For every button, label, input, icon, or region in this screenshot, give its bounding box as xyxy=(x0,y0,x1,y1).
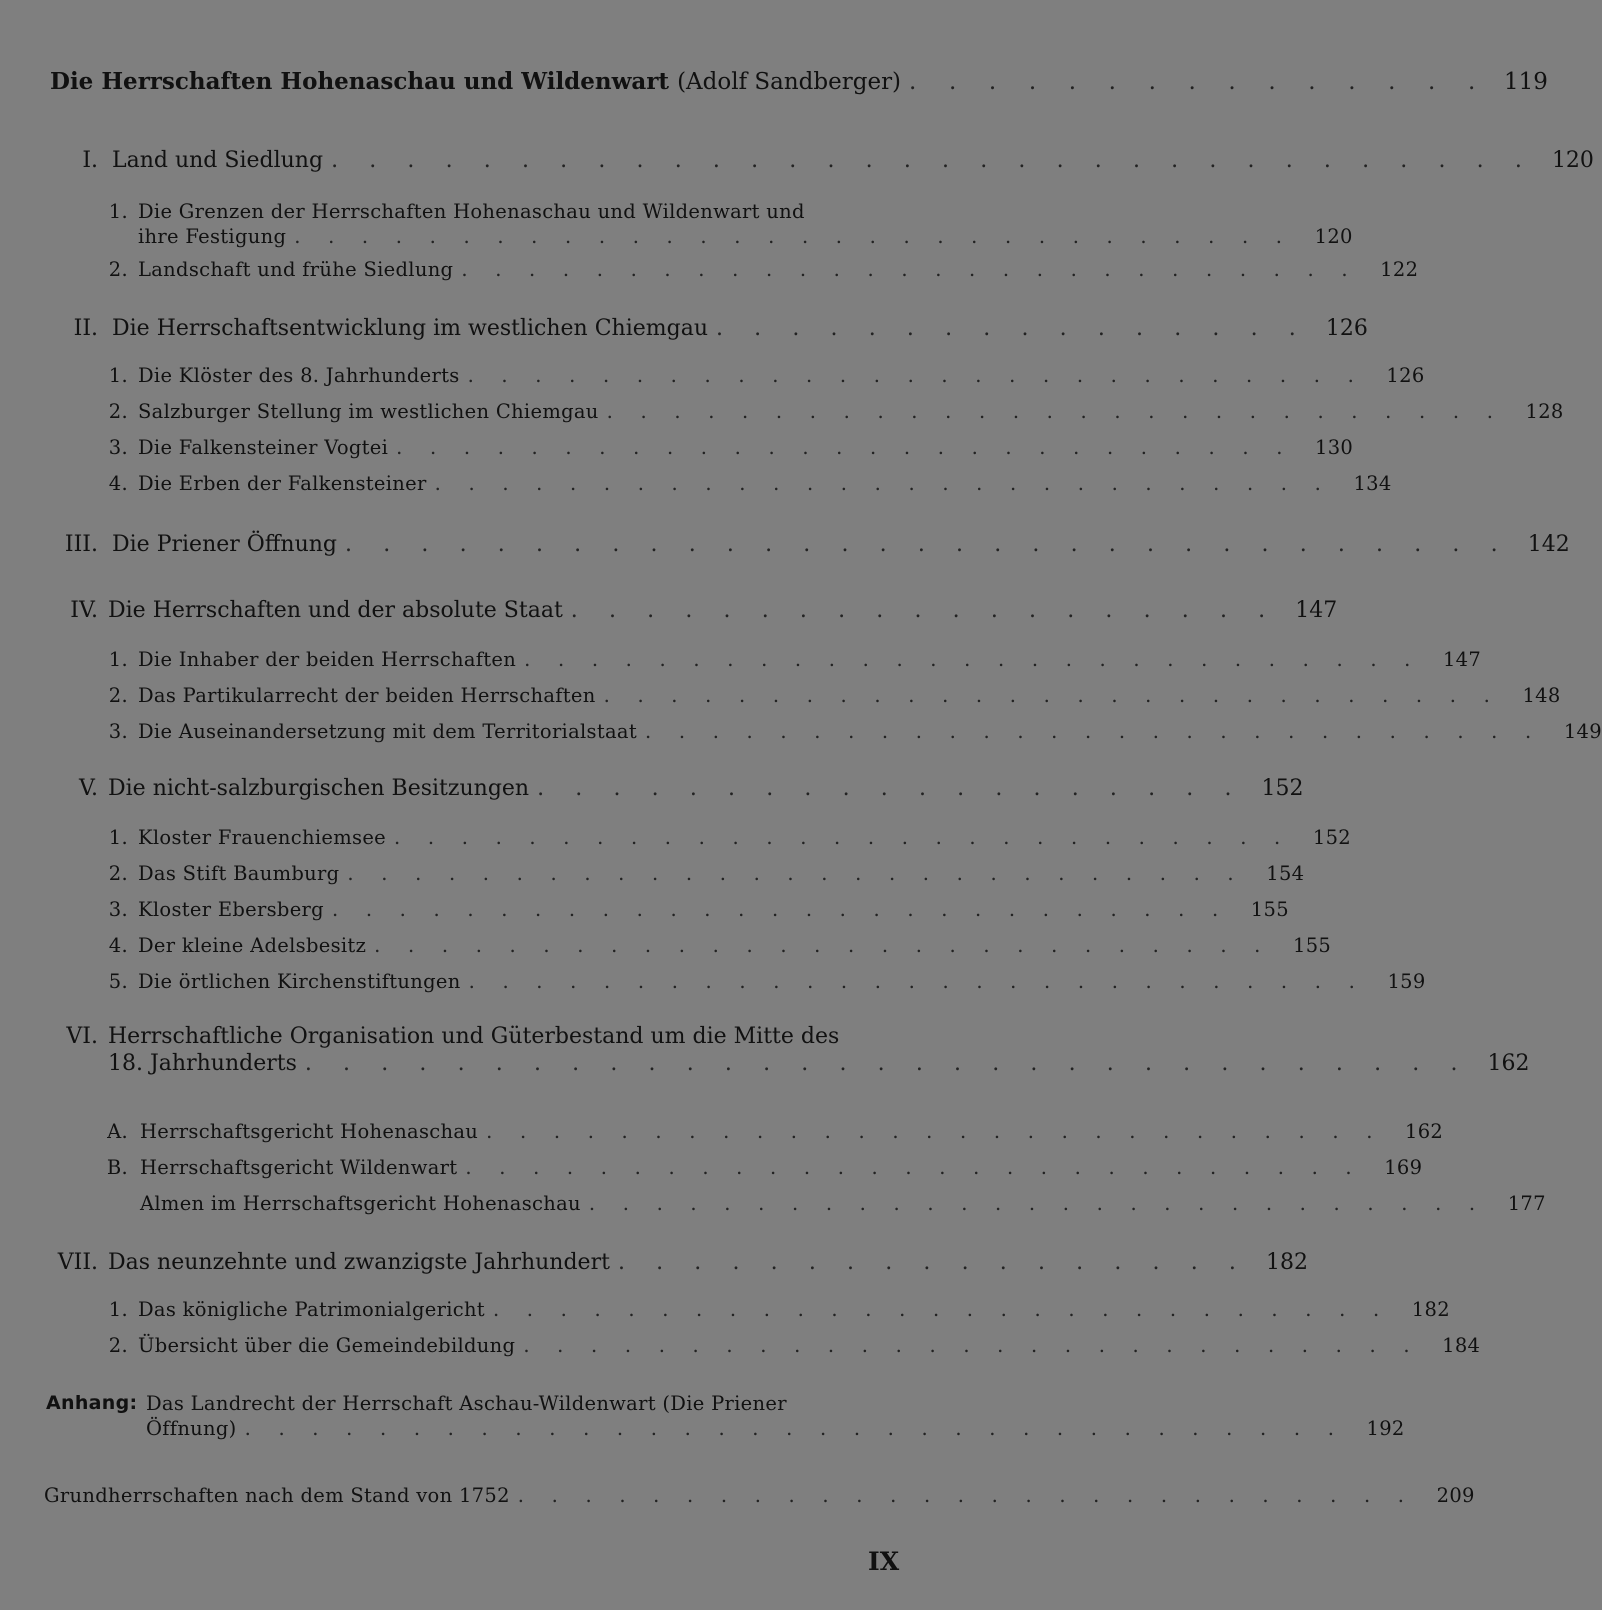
subsection-row xyxy=(104,970,1426,993)
section-row xyxy=(50,316,1368,341)
section-title-line1: Herrschaftliche Organisation und Güterbestand um die Mitte des xyxy=(108,1024,840,1049)
leader-dots: . . . . . . . . . . . . . . . . . . . . . . . . . . . xyxy=(394,826,1291,849)
subsection-number: 1. xyxy=(108,826,128,849)
leader-dots: . . . . . . . . . . . . . . . . . . . . . . . . . . . xyxy=(468,970,1366,993)
subsection-number: 2. xyxy=(108,684,128,707)
appendix-label: Anhang: xyxy=(46,1392,138,1414)
subsection-number: 1. xyxy=(108,200,128,223)
subsection-title-line2: ihre Festigung xyxy=(138,225,287,248)
subsection-row xyxy=(104,720,1602,743)
subsection-title: Die Erben der Falkensteiner xyxy=(138,472,427,495)
leader-dots: . . . . . . . . . . . . . . . . . . . . . . . . . . . . . . . . xyxy=(331,148,1534,173)
subsection-title: Die Klöster des 8. Jahrhunderts xyxy=(138,364,460,387)
subsection-page: 134 xyxy=(1353,472,1392,495)
leader-dots: . . . . . . . . . . . . . . . . . . . . . . . . . . . xyxy=(331,898,1229,921)
subsection-number: 5. xyxy=(108,970,128,993)
section-title: Die nicht-salzburgischen Besitzungen xyxy=(108,776,530,801)
subsection-row xyxy=(104,1156,1423,1179)
section-title: Die Herrschaften und der absolute Staat xyxy=(108,598,563,623)
section-page: 162 xyxy=(1487,1051,1530,1076)
subsection-row xyxy=(104,898,1289,921)
leader-dots: . . . . . . . . . . . . . . . . . xyxy=(617,1250,1249,1275)
subsection-page: 154 xyxy=(1266,862,1305,885)
subsection-title-line1: Die Grenzen der Herrschaften Hohenaschau und Wildenwart und xyxy=(138,200,805,223)
section-row xyxy=(50,148,1594,173)
subsection-page: 128 xyxy=(1525,400,1564,423)
leader-dots: . . . . . . . . . . . . . . . . . . . . . . . . . . . xyxy=(492,1298,1390,1321)
subsection-number: 2. xyxy=(108,258,128,281)
section-title: Land und Siedlung xyxy=(112,148,324,173)
section-row xyxy=(44,1250,1309,1275)
leader-dots: . . . . . . . . . . . . . . . . . . . . . . . . . . . xyxy=(467,364,1365,387)
subsection-number: 1. xyxy=(108,1298,128,1321)
section-number: VII. xyxy=(57,1250,98,1275)
toc-header xyxy=(50,68,1548,95)
subsection-page: 182 xyxy=(1411,1298,1450,1321)
subsection-title: Herrschaftsgericht Hohenaschau xyxy=(140,1120,479,1143)
leader-dots: . . . . . . . . . . . . . . . . . . . . . . . . . . . . . . . xyxy=(345,532,1510,557)
section-number: I. xyxy=(82,148,98,173)
final-page: 209 xyxy=(1436,1484,1475,1507)
subsection-page: 159 xyxy=(1387,970,1426,993)
subsection-row xyxy=(104,1120,1444,1143)
subsection-row xyxy=(104,1192,1546,1215)
subsection-row xyxy=(104,862,1305,885)
section-row xyxy=(50,776,1304,801)
section-page: 126 xyxy=(1325,316,1368,341)
section-title: Die Priener Öffnung xyxy=(112,532,338,557)
header-page: 119 xyxy=(1504,69,1548,95)
header-title: Die Herrschaften Hohenaschau und Wildenwart xyxy=(50,68,670,95)
page-number: IX xyxy=(868,1547,900,1576)
leader-dots: . . . . . . . . . . . . . . . . . . . . . . . . . . . xyxy=(588,1192,1486,1215)
subsection-row xyxy=(104,684,1561,707)
subsection-row xyxy=(104,364,1425,387)
section-number: IV. xyxy=(70,598,98,623)
section-number: VI. xyxy=(66,1024,98,1049)
subsection-row xyxy=(104,400,1564,423)
subsection-page: 184 xyxy=(1442,1334,1481,1357)
subsection-row xyxy=(104,648,1482,671)
section-page: 120 xyxy=(1551,148,1594,173)
subsection-title: Die Inhaber der beiden Herrschaften xyxy=(138,648,517,671)
subsection-row xyxy=(104,1298,1450,1321)
subsection-number: 2. xyxy=(108,400,128,423)
subsection-row xyxy=(104,258,1419,281)
subsection-page: 169 xyxy=(1384,1156,1423,1179)
section-title-line2: 18. Jahrhunderts xyxy=(108,1051,297,1076)
subsection-title: Die Auseinandersetzung mit dem Territorialstaat xyxy=(138,720,637,743)
leader-dots: . . . . . . . . . . . . . . . . . . . . . . . . . . . xyxy=(517,1484,1415,1507)
section-row xyxy=(50,532,1570,557)
leader-dots: . . . . . . . . . . . . . . . . . . . xyxy=(570,598,1278,623)
subsection-title: Landschaft und frühe Siedlung xyxy=(138,258,454,281)
subsection-title: Der kleine Adelsbesitz xyxy=(138,934,367,957)
subsection-number: 3. xyxy=(108,720,128,743)
appendix-title-line2: Öffnung) xyxy=(146,1417,237,1440)
appendix-page: 192 xyxy=(1366,1417,1405,1440)
leader-dots: . . . . . . . . . . . . . . . . . . . . . . . . . . . xyxy=(461,258,1359,281)
subsection-row xyxy=(104,200,1353,248)
subsection-title: Kloster Frauenchiemsee xyxy=(138,826,387,849)
leader-dots: . . . . . . . . . . . . . . . . . . . . . . . . . . . xyxy=(524,648,1422,671)
section-number: III. xyxy=(64,532,98,557)
section-page: 152 xyxy=(1261,776,1304,801)
section-page: 142 xyxy=(1527,532,1570,557)
section-row xyxy=(50,1024,1530,1076)
subsection-page: 155 xyxy=(1292,934,1332,957)
subsection-number: 1. xyxy=(108,364,128,387)
leader-dots: . . . . . . . . . . . . . . . . . . . . . . . . . . . xyxy=(465,1156,1363,1179)
leader-dots: . . . . . . . . . . . . . . . . . . . . . . . . . . . xyxy=(374,934,1272,957)
subsection-page: 126 xyxy=(1386,364,1425,387)
section-title: Die Herrschaftsentwicklung im westlichen Chiemgau xyxy=(112,316,708,341)
section-page: 147 xyxy=(1295,598,1338,623)
leader-dots: . . . . . . . . . . . . . . . . . . . xyxy=(537,776,1244,801)
subsection-page: 148 xyxy=(1522,684,1561,707)
leader-dots: . . . . . . . . . . . . . . . . . . . . . . . . . . . . . . xyxy=(294,225,1293,248)
subsection-row xyxy=(104,826,1351,849)
section-number: II. xyxy=(73,316,98,341)
leader-dots: . . . . . . . . . . . . . . . . . . . . . . . . . . . xyxy=(645,720,1542,743)
subsection-title: Das königliche Patrimonialgericht xyxy=(138,1298,485,1321)
subsection-row xyxy=(104,472,1392,495)
leader-dots: . . . . . . . . . . . . . . . . . . . . . . . . . . . xyxy=(434,472,1332,495)
section-title: Das neunzehnte und zwanzigste Jahrhundert xyxy=(108,1250,610,1275)
subsection-page: 162 xyxy=(1405,1120,1444,1143)
leader-dots: . . . . . . . . . . . . . . . . . . . . . . . . . . . xyxy=(486,1120,1384,1143)
leader-dots: . . . . . . . . . . . . . . . . . . . . . . . . . . . . . . . . . xyxy=(244,1417,1345,1440)
leader-dots: . . . . . . . . . . . . . . . xyxy=(909,69,1488,95)
subsection-title: Übersicht über die Gemeindebildung xyxy=(138,1334,516,1357)
subsection-title: Kloster Ebersberg xyxy=(138,898,324,921)
leader-dots: . . . . . . . . . . . . . . . . xyxy=(716,316,1308,341)
leader-dots: . . . . . . . . . . . . . . . . . . . . . . . . . . . . . . . xyxy=(304,1051,1470,1076)
subsection-title: Die örtlichen Kirchenstiftungen xyxy=(138,970,461,993)
subsection-number: 3. xyxy=(108,898,128,921)
final-title: Grundherrschaften nach dem Stand von 1752 xyxy=(44,1484,510,1507)
subsection-number: 1. xyxy=(108,648,128,671)
section-row xyxy=(50,598,1338,623)
subsection-title: Das Stift Baumburg xyxy=(138,862,340,885)
subsection-page: 147 xyxy=(1442,648,1482,671)
subsection-page: 155 xyxy=(1250,898,1289,921)
subsection-number: 4. xyxy=(108,472,128,495)
subsection-number: 3. xyxy=(108,436,128,459)
subsection-title: Herrschaftsgericht Wildenwart xyxy=(140,1156,458,1179)
subsection-title: Salzburger Stellung im westlichen Chiemgau xyxy=(138,400,599,423)
appendix-title-line1: Das Landrecht der Herrschaft Aschau-Wildenwart (Die Priener xyxy=(146,1392,787,1415)
subsection-title: Das Partikularrecht der beiden Herrschaften xyxy=(138,684,596,707)
subsection-row xyxy=(104,436,1354,459)
subsection-page: 120 xyxy=(1314,225,1353,248)
subsection-title: Almen im Herrschaftsgericht Hohenaschau xyxy=(140,1192,581,1215)
subsection-number: 2. xyxy=(108,1334,128,1357)
subsection-page: 149 xyxy=(1563,720,1602,743)
subsection-row xyxy=(104,1334,1481,1357)
leader-dots: . . . . . . . . . . . . . . . . . . . . . . . . . . . xyxy=(396,436,1294,459)
subsection-row xyxy=(104,934,1332,957)
subsection-number: B. xyxy=(106,1156,128,1179)
leader-dots: . . . . . . . . . . . . . . . . . . . . . . . . . . . xyxy=(347,862,1245,885)
subsection-title: Die Falkensteiner Vogtei xyxy=(138,436,389,459)
subsection-page: 152 xyxy=(1312,826,1351,849)
section-number: V. xyxy=(78,776,98,801)
subsection-page: 130 xyxy=(1315,436,1354,459)
subsection-page: 122 xyxy=(1380,258,1419,281)
final-row xyxy=(44,1484,1475,1507)
subsection-page: 177 xyxy=(1507,1192,1546,1215)
subsection-number: 2. xyxy=(108,862,128,885)
subsection-number: A. xyxy=(107,1120,128,1143)
leader-dots: . . . . . . . . . . . . . . . . . . . . . . . . . . . xyxy=(603,684,1501,707)
section-page: 182 xyxy=(1266,1250,1309,1275)
subsection-number: 4. xyxy=(108,934,128,957)
header-author: (Adolf Sandberger) xyxy=(677,69,902,95)
leader-dots: . . . . . . . . . . . . . . . . . . . . . . . . . . . xyxy=(523,1334,1421,1357)
leader-dots: . . . . . . . . . . . . . . . . . . . . . . . . . . . xyxy=(606,400,1504,423)
appendix-row xyxy=(46,1392,1405,1440)
